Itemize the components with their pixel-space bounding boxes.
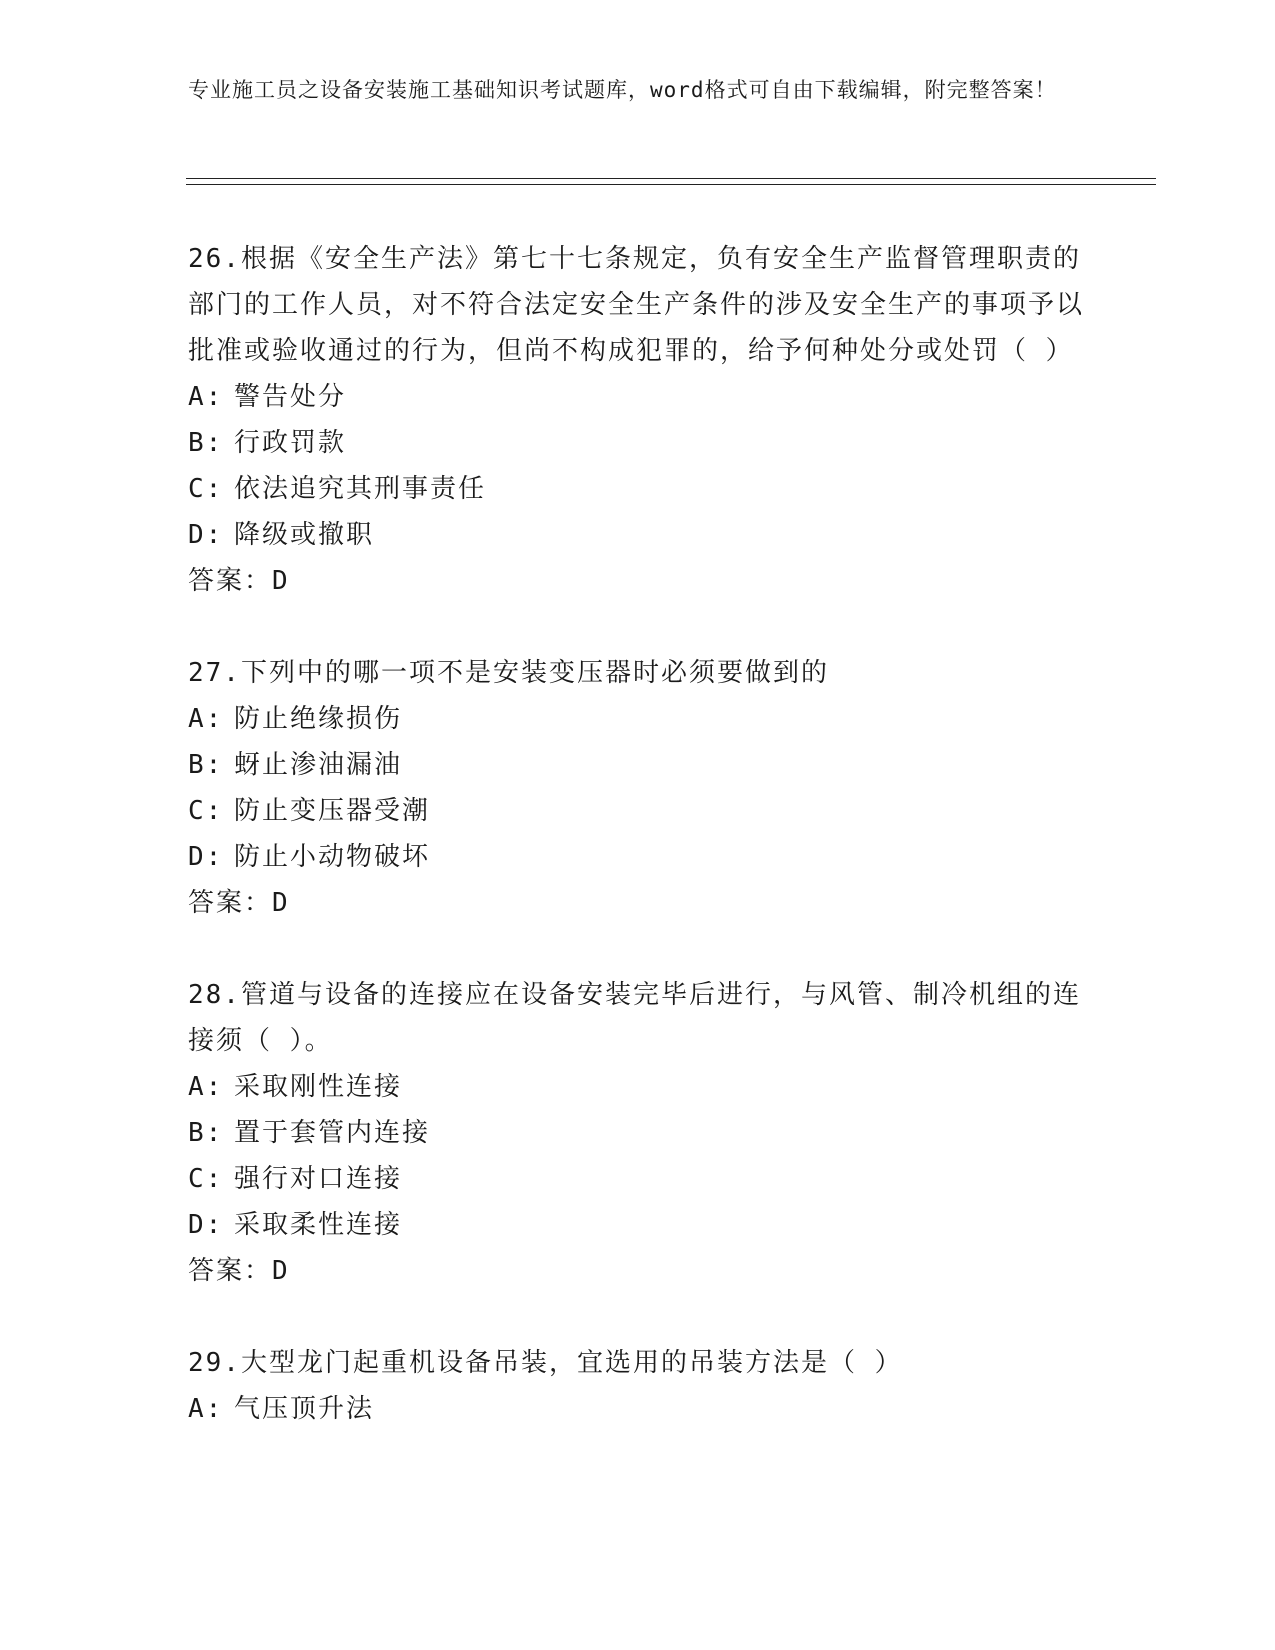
option-a <box>188 374 1088 420</box>
option-key: D: <box>188 1210 224 1240</box>
option-key: B: <box>188 1118 224 1148</box>
option-key: D: <box>188 842 224 872</box>
question-27 <box>188 650 1088 926</box>
option-b <box>188 742 1088 788</box>
option-key: A: <box>188 382 224 412</box>
option-key: A: <box>188 704 224 734</box>
option-key: C: <box>188 1164 224 1194</box>
document-header: 专业施工员之设备安装施工基础知识考试题库，word格式可自由下载编辑，附完整答案！ <box>188 78 1057 102</box>
option-key: B: <box>188 750 224 780</box>
option-text: 气压顶升法 <box>234 1394 375 1424</box>
question-29 <box>188 1340 1088 1432</box>
option-text: 行政罚款 <box>234 428 347 458</box>
option-text: 强行对口连接 <box>234 1164 403 1194</box>
option-key: D: <box>188 520 224 550</box>
question-stem: 26.根据《安全生产法》第七十七条规定，负有安全生产监督管理职责的部门的工作人员，对不符合法定安全生产条件的涉及安全生产的事项予以批准或验收通过的行为，但尚不构成犯罪的，给予何种处分或处罚（ ） <box>188 244 1085 366</box>
option-text: 蚜止渗油漏油 <box>234 750 403 780</box>
option-b <box>188 420 1088 466</box>
option-c <box>188 466 1088 512</box>
option-text: 警告处分 <box>234 382 347 412</box>
option-text: 防止小动物破坏 <box>234 842 431 872</box>
question-stem: 27.下列中的哪一项不是安装变压器时必须要做到的 <box>188 658 829 688</box>
option-a <box>188 1064 1088 1110</box>
question-list <box>188 236 1088 1478</box>
option-d <box>188 834 1088 880</box>
option-a <box>188 1386 1088 1432</box>
option-text: 采取刚性连接 <box>234 1072 403 1102</box>
option-key: C: <box>188 796 224 826</box>
question-26 <box>188 236 1088 604</box>
question-28 <box>188 972 1088 1294</box>
answer-line: 答案：D <box>188 888 290 918</box>
option-key: C: <box>188 474 224 504</box>
option-key: B: <box>188 428 224 458</box>
option-c <box>188 788 1088 834</box>
header-rule-top <box>186 178 1156 179</box>
question-stem: 29.大型龙门起重机设备吊装，宜选用的吊装方法是（ ） <box>188 1348 903 1378</box>
answer-line: 答案：D <box>188 566 290 596</box>
option-text: 防止变压器受潮 <box>234 796 431 826</box>
option-b <box>188 1110 1088 1156</box>
option-d <box>188 1202 1088 1248</box>
option-key: A: <box>188 1394 224 1424</box>
answer-line: 答案：D <box>188 1256 290 1286</box>
option-text: 降级或撤职 <box>234 520 375 550</box>
option-d <box>188 512 1088 558</box>
option-text: 依法追究其刑事责任 <box>234 474 487 504</box>
header-rule-bottom <box>186 184 1156 185</box>
option-c <box>188 1156 1088 1202</box>
question-stem: 28.管道与设备的连接应在设备安装完毕后进行，与风管、制冷机组的连接须（ ）。 <box>188 980 1081 1056</box>
option-text: 采取柔性连接 <box>234 1210 403 1240</box>
option-key: A: <box>188 1072 224 1102</box>
option-text: 置于套管内连接 <box>234 1118 431 1148</box>
option-text: 防止绝缘损伤 <box>234 704 403 734</box>
option-a <box>188 696 1088 742</box>
